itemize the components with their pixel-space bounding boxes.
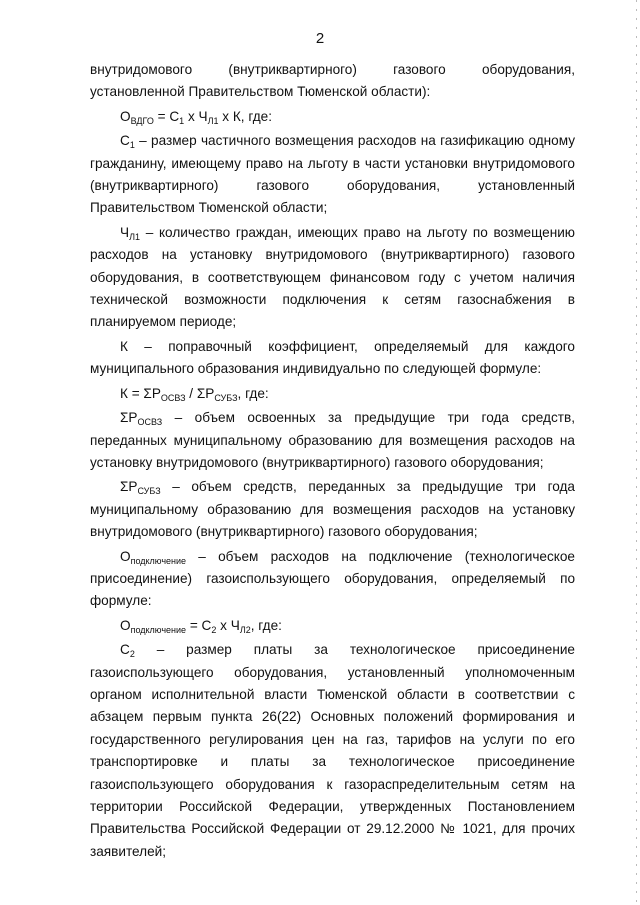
definition-opodkl: $О_{подключение}$ – объем расходов на подключение (технологическое присоединение) газоиспользующего оборудования, определяемый по формуле: — [90, 548, 575, 609]
page-number: 2 — [315, 30, 325, 47]
definition-c2: $С_2$ – размер платы за технологическое присоединение газоиспользующего оборудования, установленный уполномоченным органом исполнительной власти Тюменской области в соответствии с абзацем первым пункта 26(22) Основных положений формирования и государственного регулирования цен на газ, тарифов на услуги по его транспортировке и платы за технологическое присоединение газоиспользующего оборудования к газораспределительным сетям на территории Российской Федерации, утвержденных Постановлением Правительства Российской Федерации от 29.12.2000 № 1021, для прочих заявителей; — [90, 642, 575, 859]
scan-edge — [636, 0, 637, 905]
definition-posvz: $\Sigma Р_{ОСВЗ}$ – объем освоенных за предыдущие три года средств, переданных муниципальному образованию для возмещения расходов на установку внутридомового (внутриквартирного) газового оборудования; — [90, 410, 575, 470]
formula-opodkl: $О_{подключение} = С_2$ х $Ч_{Л2}$, где: — [120, 617, 282, 635]
formula-k: $К = \Sigma Р_{ОСВЗ} / \Sigma Р_{СУБЗ}$, где: — [120, 385, 269, 403]
paragraph-continuation: внутридомового (внутриквартирного) газового оборудования, установленной Правительством Тюменской области): — [90, 62, 575, 100]
definition-c1: $С_1$ – размер частичного возмещения расходов на газификацию одному гражданину, имеющему право на льготу в части установки внутридомового (внутриквартирного) газового оборудования, установленный Правительством Тюменской области; — [90, 133, 575, 216]
definition-k: К – поправочный коэффициент, определяемый для каждого муниципального образования индивидуально по следующей формуле: — [90, 338, 575, 377]
definition-psubz: $\Sigma Р_{СУБЗ}$ – объем средств, переданных за предыдущие три года муниципальному образованию для возмещения расходов на установку внутридомового (внутриквартирного) газового оборудования; — [90, 479, 575, 540]
document-body — [90, 59, 575, 865]
definition-chl1: $Ч_{Л1}$ – количество граждан, имеющих право на льготу по возмещению расходов на установку внутридомового (внутриквартирного) газового оборудования, в соответствующем финансовом году с учетом наличия технической возможности подключения к сетям газоснабжения в планируемом периоде; — [90, 224, 575, 330]
formula-ovdgo: $О_{ВДГО} = С_1$ х $Ч_{Л1}$ х К, где: — [120, 108, 272, 126]
